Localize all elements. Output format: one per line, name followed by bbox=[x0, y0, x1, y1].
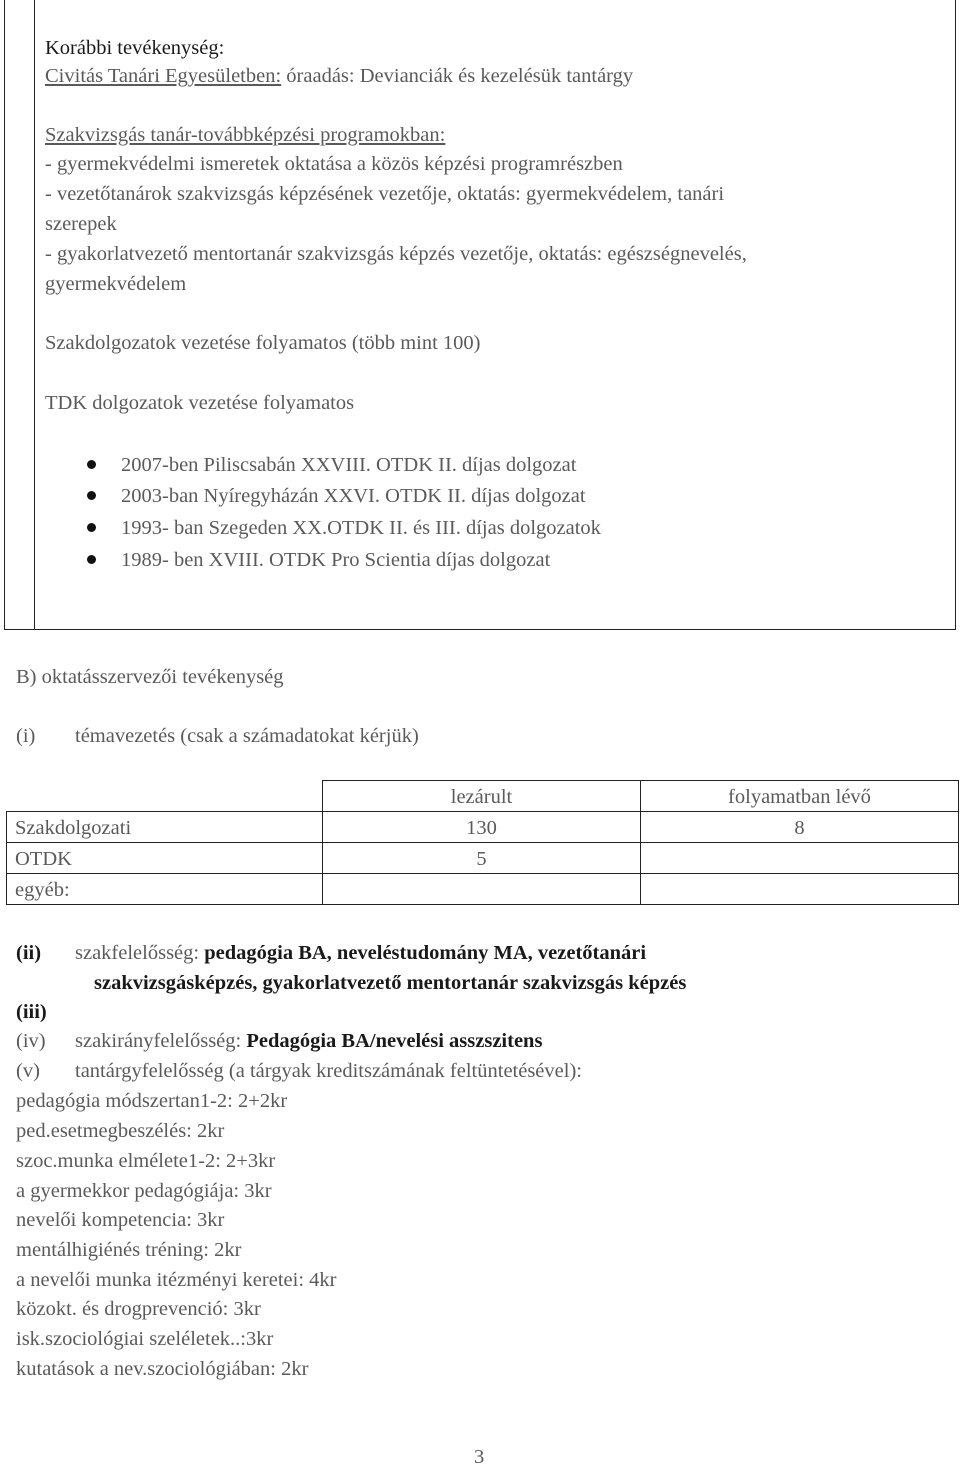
szakvizsga-title: Szakvizsgás tanár-továbbképzési programokban: bbox=[45, 124, 446, 146]
table-cell-label: Szakdolgozati bbox=[7, 812, 323, 843]
course-item: isk.szociológiai szeléletek..:3kr bbox=[16, 1328, 274, 1350]
course-item: szoc.munka elmélete1-2: 2+3kr bbox=[16, 1150, 276, 1172]
civitas-link[interactable]: Civitás Tanári Egyesületben: bbox=[45, 65, 282, 87]
item-i-number: (i) bbox=[16, 725, 36, 747]
otdk-item-1: 2007-ben Piliscsabán XXVIII. OTDK II. díjas dolgozat bbox=[121, 454, 577, 476]
item-ii-number: (ii) bbox=[16, 942, 42, 964]
civitas-rest: óraadás: Devianciák és kezelésük tantárgy bbox=[281, 65, 634, 87]
item-i-text: témavezetés (csak a számadatokat kérjük) bbox=[75, 725, 419, 747]
szakvizsga-line-4: - gyakorlatvezető mentortanár szakvizsgás képzés vezetője, oktatás: egészségnevelés, bbox=[45, 243, 747, 265]
previous-activity-heading: Korábbi tevékenység: bbox=[45, 37, 225, 59]
table-cell-closed: 5 bbox=[323, 843, 641, 874]
course-item: közokt. és drogprevenció: 3kr bbox=[16, 1298, 261, 1320]
item-v-text: tantárgyfelelősség (a tárgyak kreditszámának feltüntetésével): bbox=[75, 1060, 582, 1082]
section-b-title: B) oktatásszervezői tevékenység bbox=[16, 666, 284, 688]
course-item: pedagógia módszertan1-2: 2+2kr bbox=[16, 1090, 288, 1112]
otdk-item-4: 1989- ben XVIII. OTDK Pro Scientia díjas dolgozat bbox=[121, 549, 551, 571]
item-iv-line bbox=[75, 1029, 542, 1053]
szakvizsga-line-3: szerepek bbox=[45, 213, 117, 235]
course-item: a gyermekkor pedagógiája: 3kr bbox=[16, 1180, 272, 1202]
course-item: a nevelői munka itézményi keretei: 4kr bbox=[16, 1269, 337, 1291]
civitas-line bbox=[45, 64, 633, 88]
box-inner-border bbox=[34, 0, 35, 629]
item-ii-bold-2: szakvizsgásképzés, gyakorlatvezető mentortanár szakvizsgás képzés bbox=[94, 972, 687, 994]
szakvizsga-line-5: gyermekvédelem bbox=[45, 273, 187, 295]
item-iv-label: szakirányfelelősség: bbox=[75, 1030, 247, 1052]
item-iii-number: (iii) bbox=[16, 1001, 47, 1023]
course-item: kutatások a nev.szociológiában: 2kr bbox=[16, 1358, 309, 1380]
table-header-closed: lezárult bbox=[323, 781, 641, 812]
table-cell-closed bbox=[323, 874, 641, 905]
table-cell-label: OTDK bbox=[7, 843, 323, 874]
otdk-item-3: 1993- ban Szegeden XX.OTDK II. és III. díjas dolgozatok bbox=[121, 517, 601, 539]
table-cell-ongoing bbox=[641, 843, 959, 874]
item-v-number: (v) bbox=[16, 1060, 40, 1082]
course-item: mentálhigiénés tréning: 2kr bbox=[16, 1239, 242, 1261]
bullet-dot bbox=[87, 555, 96, 564]
otdk-item-2: 2003-ban Nyíregyházán XXVI. OTDK II. díjas dolgozat bbox=[121, 485, 586, 507]
table-cell-ongoing: 8 bbox=[641, 812, 959, 843]
table-row bbox=[7, 812, 959, 843]
bullet-dot bbox=[87, 491, 96, 500]
table-cell-label: egyéb: bbox=[7, 874, 323, 905]
item-ii-bold-1: pedagógia BA, neveléstudomány MA, vezetőtanári bbox=[204, 942, 647, 964]
table-row bbox=[7, 843, 959, 874]
table-cell-ongoing bbox=[641, 874, 959, 905]
szakvizsga-line-2: - vezetőtanárok szakvizsgás képzésének vezetője, oktatás: gyermekvédelem, tanári bbox=[45, 183, 725, 205]
tdk-text: TDK dolgozatok vezetése folyamatos bbox=[45, 392, 355, 414]
course-item: ped.esetmegbeszélés: 2kr bbox=[16, 1120, 225, 1142]
table-header-empty bbox=[7, 781, 323, 812]
bullet-dot bbox=[87, 523, 96, 532]
szakdolgozatok-text: Szakdolgozatok vezetése folyamatos (több mint 100) bbox=[45, 332, 481, 354]
item-iv-bold: Pedagógia BA/nevelési asszszitens bbox=[246, 1030, 543, 1052]
page-number: 3 bbox=[474, 1446, 485, 1468]
item-iv-number: (iv) bbox=[16, 1030, 46, 1052]
supervision-stats-table bbox=[6, 780, 959, 905]
course-item: nevelői kompetencia: 3kr bbox=[16, 1209, 225, 1231]
table-cell-closed: 130 bbox=[323, 812, 641, 843]
table-row bbox=[7, 874, 959, 905]
item-ii-label: szakfelelősség: bbox=[75, 942, 205, 964]
table-header-row bbox=[7, 781, 959, 812]
table-header-ongoing: folyamatban lévő bbox=[641, 781, 959, 812]
szakvizsga-line-1: - gyermekvédelmi ismeretek oktatása a közös képzési programrészben bbox=[45, 153, 623, 175]
bullet-dot bbox=[87, 460, 96, 469]
item-ii-line-1 bbox=[75, 941, 646, 965]
